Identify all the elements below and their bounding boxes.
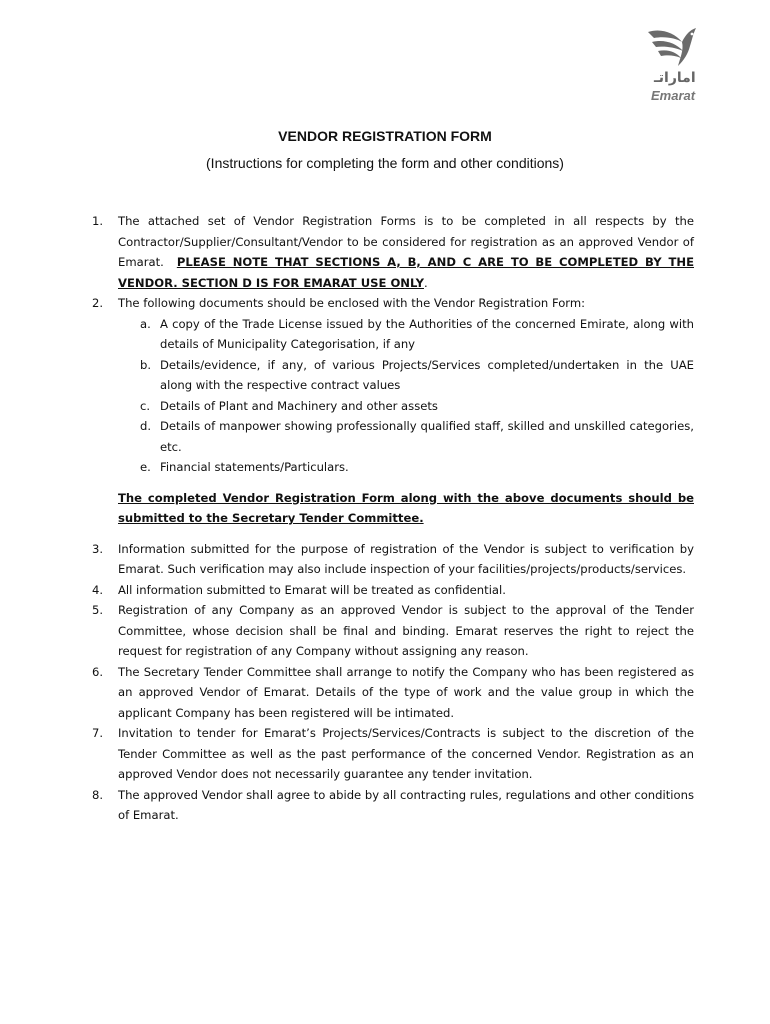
list-item xyxy=(92,785,694,826)
sub-item-text: A copy of the Trade License issued by the Authorities of the concerned Emirate, along with details of Municipality Categorisation, if any xyxy=(160,316,694,351)
sub-item-text: Details/evidence, if any, of various Projects/Services completed/undertaken in the UAE along with the respective contract values xyxy=(160,357,694,392)
list-item xyxy=(92,662,694,724)
item-number: 7. xyxy=(92,726,104,740)
item-number: 3. xyxy=(92,541,104,556)
item-text: The following documents should be enclosed with the Vendor Registration Form: xyxy=(118,296,586,310)
list-item xyxy=(92,723,694,785)
item-text: The approved Vendor shall agree to abide by all contracting rules, regulations and other conditions of Emarat. xyxy=(118,787,694,822)
item-number: 4. xyxy=(92,582,104,597)
falcon-icon xyxy=(646,26,698,70)
instructions-list xyxy=(92,211,694,826)
sub-list-item xyxy=(92,457,694,478)
list-item xyxy=(92,293,694,314)
item-text: All information submitted to Emarat will be treated as confidential. xyxy=(118,582,506,597)
sub-list-item xyxy=(92,396,694,417)
sub-item-letter: d. xyxy=(140,419,152,433)
item-number: 1. xyxy=(92,214,104,228)
sub-list-item xyxy=(92,314,694,355)
list-item xyxy=(92,211,694,293)
item-number: 5. xyxy=(92,603,104,617)
emarat-logo xyxy=(640,26,702,106)
item-text: Information submitted for the purpose of registration of the Vendor is subject to verification by Emarat. Such verification may also include inspection of your facilities/projects/products/services. xyxy=(118,541,694,576)
item-end: . xyxy=(423,275,428,290)
sub-item-letter: a. xyxy=(140,316,151,331)
item-emphasis: PLEASE NOTE THAT SECTIONS A, B, AND C ARE TO BE COMPLETED BY THE VENDOR. SECTION D IS FOR EMARAT USE ONLY xyxy=(118,255,694,290)
submission-note: The completed Vendor Registration Form along with the above documents should be submitted to the Secretary Tender Committee. xyxy=(118,490,694,525)
item-number: 8. xyxy=(92,787,104,802)
page-title: VENDOR REGISTRATION FORM xyxy=(278,128,492,144)
page-subtitle: (Instructions for completing the form and other conditions) xyxy=(206,155,564,171)
sub-item-text: Financial statements/Particulars. xyxy=(160,460,349,474)
list-item xyxy=(92,600,694,662)
sub-list-item xyxy=(92,416,694,457)
item-number: 2. xyxy=(92,296,104,310)
logo-arabic-text: اماراتـ xyxy=(654,70,696,86)
sub-item-text: Details of Plant and Machinery and other assets xyxy=(160,398,438,413)
sub-item-text: Details of manpower showing professionally qualified staff, skilled and unskilled categories, etc. xyxy=(160,419,694,454)
list-item xyxy=(92,539,694,580)
item-text: Invitation to tender for Emarat’s Projects/Services/Contracts is subject to the discretion of the Tender Committee as well as the past performance of the concerned Vendor. Registration as an approved Vendor does not necessarily guarantee any tender invitation. xyxy=(118,726,694,781)
list-item xyxy=(92,580,694,601)
sub-item-letter: c. xyxy=(140,398,151,413)
item-text: The Secretary Tender Committee shall arrange to notify the Company who has been registered as an approved Vendor of Emarat. Details of the type of work and the value group in which the applicant Company has been registered will be intimated. xyxy=(118,664,694,720)
item-text: The attached set of Vendor Registration Forms is to be completed in all respects by the Contractor/Supplier/Consultant/Vendor to be considered for registration as an approved Vendor of Emarat. xyxy=(118,214,694,269)
sub-list-item xyxy=(92,355,694,396)
sub-item-letter: b. xyxy=(140,357,152,372)
item-text: Registration of any Company as an approved Vendor is subject to the approval of the Tender Committee, whose decision shall be final and binding. Emarat reserves the right to reject the request for registration of any Company without assigning any reason. xyxy=(118,603,694,658)
sub-item-letter: e. xyxy=(140,460,151,474)
logo-latin-text: Emarat xyxy=(651,88,696,103)
item-number: 6. xyxy=(92,664,104,679)
